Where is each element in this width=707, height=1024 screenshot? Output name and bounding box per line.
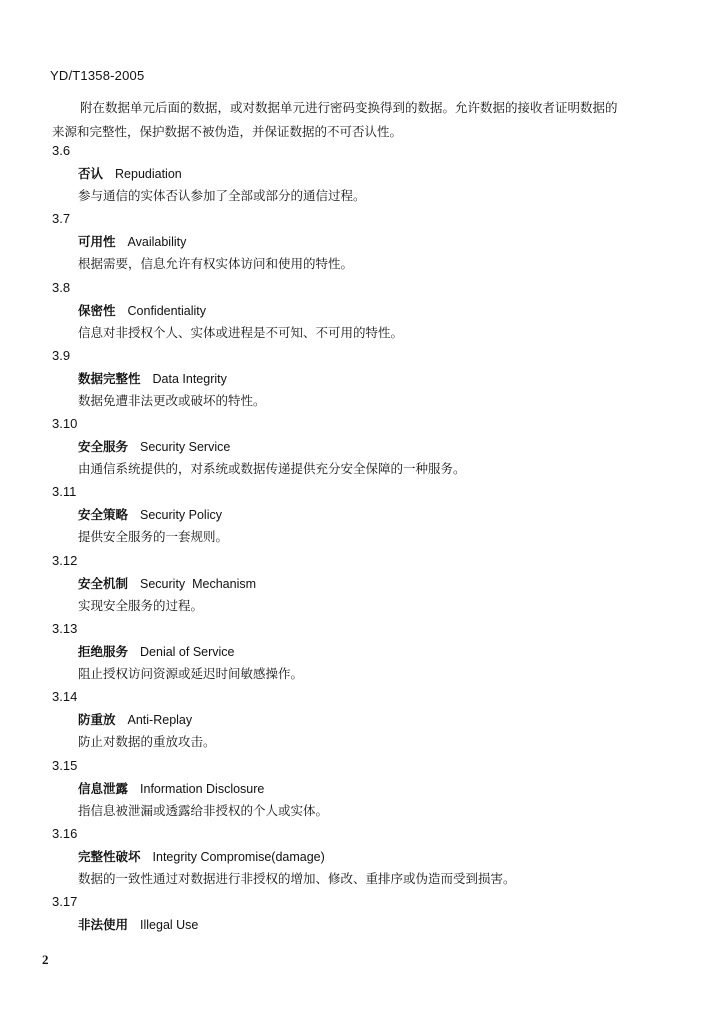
term-chinese: 保密性 [78,302,116,318]
term-definition: 数据的一致性通过对数据进行非授权的增加、修改、重排序或伪造而受到损害。 [78,870,516,886]
clause-number: 3.7 [52,211,71,227]
clause-number: 3.15 [52,757,78,773]
term-heading [78,231,186,253]
term-chinese: 安全服务 [78,439,129,455]
term-heading [78,641,235,663]
clause-number: 3.11 [52,484,77,500]
term-chinese: 否认 [78,166,104,181]
term-english: Repudiation [115,167,182,181]
term-english: Availability [127,235,187,250]
clause-number: 3.8 [52,279,71,295]
term-definition: 阻止授权访问资源或延迟时间敏感操作。 [78,666,304,682]
term-chinese: 数据完整性 [78,370,141,386]
term-chinese: 安全策略 [78,507,129,523]
term-heading [78,573,256,595]
term-heading [78,709,192,731]
term-english: Information Disclosure [140,781,265,796]
term-english: Denial of Service [140,645,235,660]
term-list [0,140,707,960]
term-entry [0,550,707,618]
term-english: Security Mechanism [140,576,257,591]
term-entry [0,277,707,345]
term-entry [0,140,707,208]
term-heading [78,778,264,800]
term-heading [78,436,230,458]
term-definition: 数据免遭非法更改或破坏的特性。 [78,392,266,408]
term-heading [78,300,206,322]
clause-number: 3.9 [52,347,71,363]
term-definition: 提供安全服务的一套规则。 [78,529,229,545]
term-chinese: 可用性 [78,234,116,250]
term-chinese: 安全机制 [78,575,129,591]
term-entry [0,823,707,891]
term-chinese: 拒绝服务 [78,644,129,660]
term-heading [78,368,227,390]
clause-number: 3.13 [52,621,78,637]
clause-number: 3.10 [52,416,78,432]
term-entry [0,618,707,686]
clause-number: 3.17 [52,894,78,910]
document-id: YD/T1358-2005 [50,68,145,83]
term-heading [78,914,198,936]
term-heading [78,846,325,868]
term-definition: 实现安全服务的过程。 [78,597,204,613]
clause-number: 3.14 [52,689,78,705]
term-english: Integrity Compromise(damage) [152,849,325,864]
term-entry [0,208,707,276]
term-heading [78,504,222,526]
term-english: Illegal Use [140,918,199,933]
term-definition: 根据需要，信息允许有权实体访问和使用的特性。 [78,256,354,272]
term-chinese: 防重放 [78,712,116,728]
term-chinese: 信息泄露 [78,780,129,796]
clause-number: 3.12 [52,552,78,568]
term-entry [0,481,707,549]
term-english: Confidentiality [127,303,207,318]
term-chinese: 完整性破坏 [78,848,141,864]
term-entry [0,413,707,481]
term-english: Security Policy [140,508,222,523]
term-definition: 参与通信的实体否认参加了全部或部分的通信过程。 [78,188,366,203]
intro-line-2: 来源和完整性，保护数据不被伪造，并保证数据的不可否认性。 [52,124,403,139]
term-entry [0,755,707,823]
term-english: Security Service [140,440,231,455]
term-definition: 由通信系统提供的，对系统或数据传递提供充分安全保障的一种服务。 [78,461,466,477]
term-english: Data Integrity [152,371,227,386]
term-heading [78,163,182,185]
clause-number: 3.6 [52,143,71,158]
term-english: Anti-Replay [127,713,193,728]
intro-line-1: 附在数据单元后面的数据，或对数据单元进行密码变换得到的数据。允许数据的接收者证明数据的 [80,100,618,115]
term-chinese: 非法使用 [78,917,129,933]
term-definition: 信息对非授权个人、实体或进程是不可知、不可用的特性。 [78,324,404,340]
term-entry [0,345,707,413]
term-definition: 指信息被泄漏或透露给非授权的个人或实体。 [78,802,329,818]
term-entry [0,686,707,754]
term-definition: 防止对数据的重放攻击。 [78,734,216,750]
term-entry [0,891,707,959]
intro-paragraph [52,96,672,144]
page-number: 2 [42,952,49,967]
clause-number: 3.16 [52,825,78,841]
